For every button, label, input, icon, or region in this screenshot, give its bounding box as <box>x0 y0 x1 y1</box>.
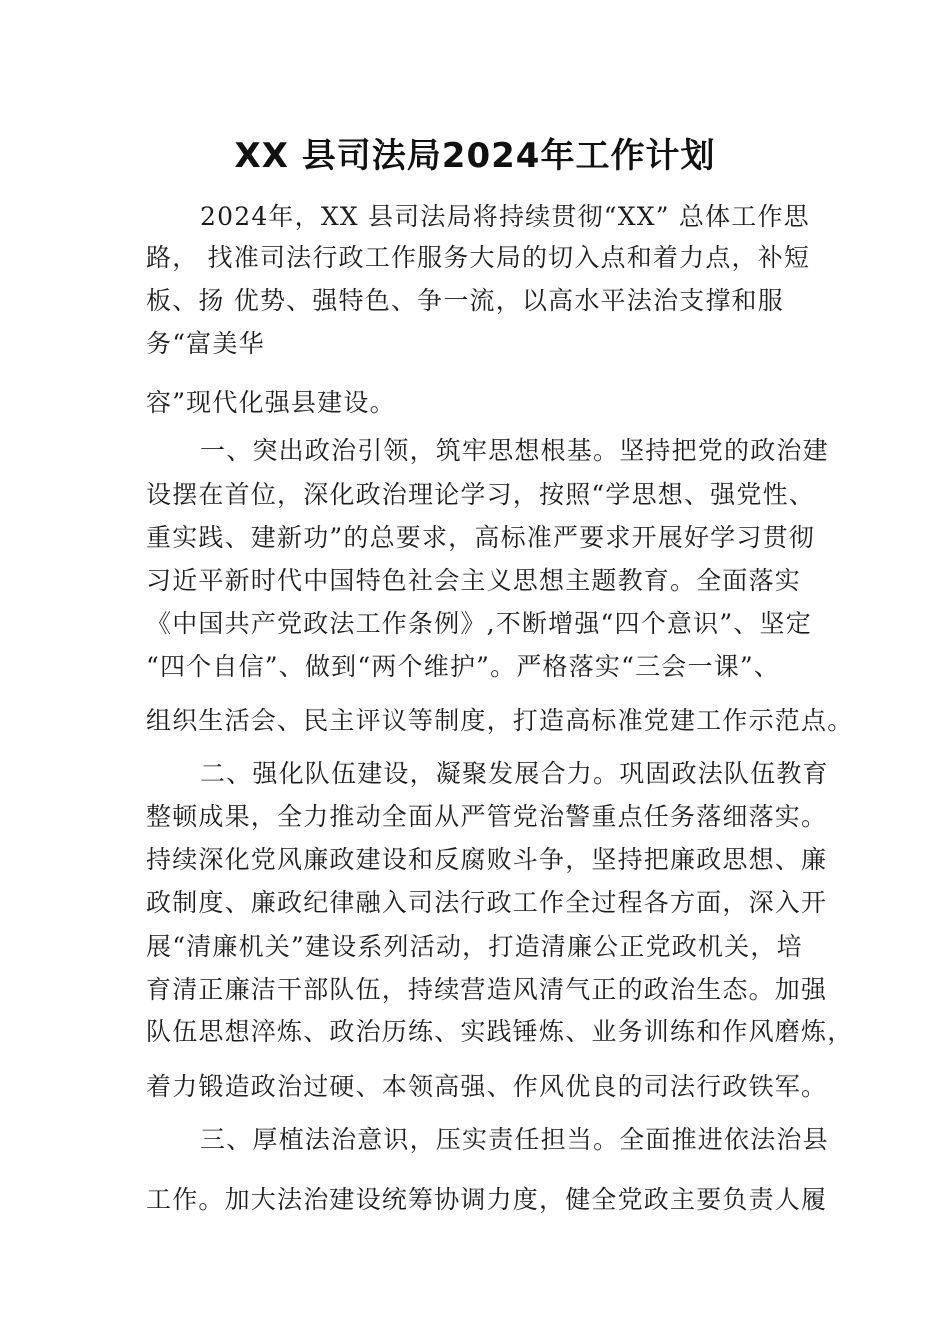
text-line-21: 三、厚植法治意识，压实责任担当。全面推进依法治县 <box>200 1125 829 1154</box>
text-line-3: 板、扬 优势、强特色、争一流，以高水平法治支撑和服 <box>146 286 784 315</box>
text-line-22: 工作。加大法治建设统筹协调力度，健全党政主要负责人履 <box>146 1185 828 1214</box>
text-line-15: 持续深化党风廉政建设和反腐败斗争，坚持把廉政思想、廉 <box>146 845 828 874</box>
text-line-7: 设摆在首位，深化政治理论学习，按照“学思想、强党性、 <box>146 480 815 509</box>
text-line-16: 政制度、廉政纪律融入司法行政工作全过程各方面，深入开 <box>146 888 828 917</box>
text-line-20: 着力锻造政治过硬、本领高强、作风优良的司法行政铁军。 <box>146 1072 828 1101</box>
text-line-6: 一、突出政治引领，筑牢思想根基。坚持把党的政治建 <box>200 436 829 465</box>
text-line-13: 二、强化队伍建设，凝聚发展合力。巩固政法队伍教育 <box>200 759 829 788</box>
text-line-1: 2024年，XX 县司法局将持续贯彻“XX” 总体工作思 <box>200 202 810 231</box>
text-line-10: 《中国共产党政法工作条例》,不断增强“四个意识”、坚定 <box>146 609 812 638</box>
document-title: XX 县司法局2024年工作计划 <box>234 136 716 176</box>
text-line-19: 队伍思想淬炼、政治历练、实践锤炼、业务训练和作风磨炼， <box>146 1017 854 1046</box>
text-line-18: 育清正廉洁干部队伍，持续营造风清气正的政治生态。加强 <box>146 975 828 1004</box>
text-line-4: 务“富美华 <box>146 329 265 358</box>
text-line-8: 重实践、建新功”的总要求，高标准严要求开展好学习贯彻 <box>146 523 815 552</box>
text-line-12: 组织生活会、民主评议等制度，打造高标准党建工作示范点。 <box>146 706 854 735</box>
text-line-14: 整顿成果，全力推动全面从严管党治警重点任务落细落实。 <box>146 802 828 831</box>
text-line-17: 展“清廉机关”建设系列活动，打造清廉公正党政机关，培 <box>146 932 803 961</box>
text-line-2: 路， 找准司法行政工作服务大局的切入点和着力点，补短 <box>146 243 811 272</box>
text-line-9: 习近平新时代中国特色社会主义思想主题教育。全面落实 <box>146 566 802 595</box>
text-line-11: “四个自信”、做到“两个维护”。严格落实“三会一课”、 <box>146 652 781 681</box>
text-line-5: 容”现代化强县建设。 <box>146 388 396 417</box>
